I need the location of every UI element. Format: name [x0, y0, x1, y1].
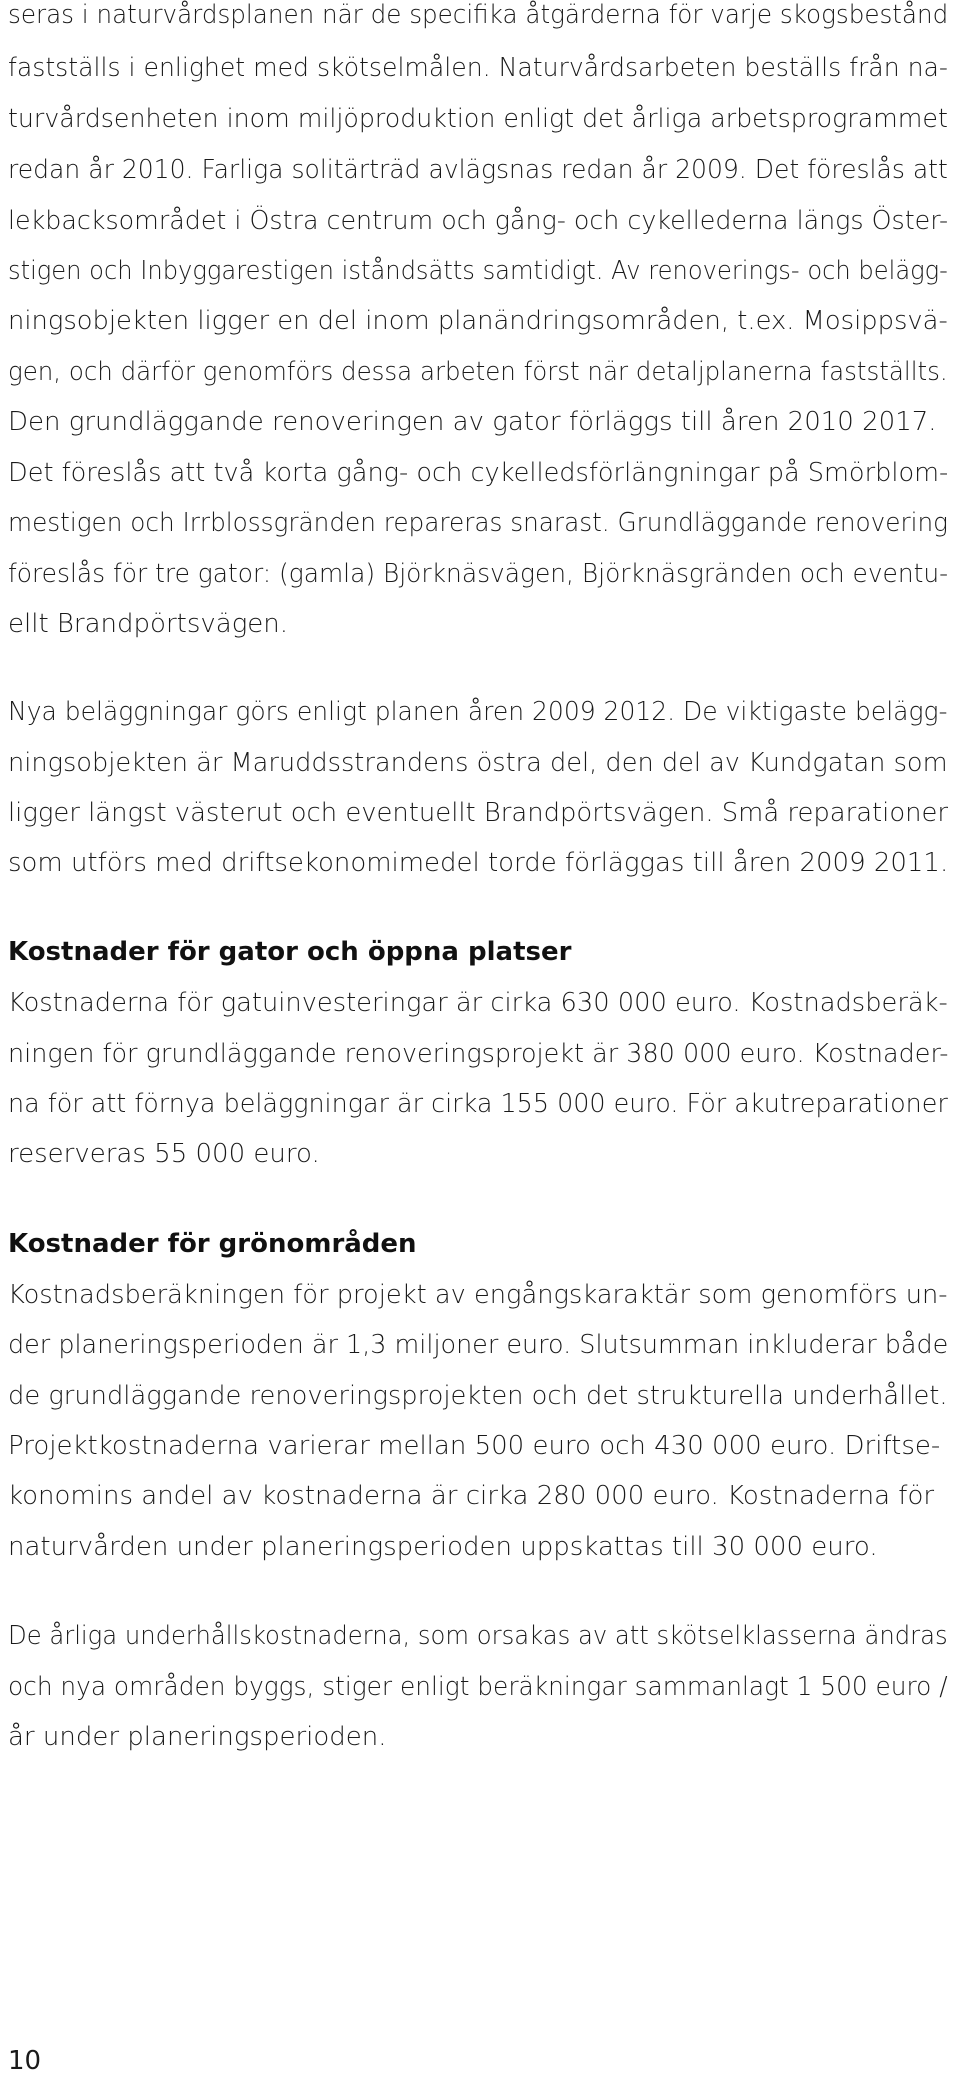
text-line: Det föreslås att två korta gång- och cykelledsförlängningar på Smörblom-: [8, 458, 949, 488]
text-line: ningsobjekten är Maruddsstrandens östra del, den del av Kundgatan som: [8, 748, 948, 778]
text-line: som utförs med driftsekonomimedel torde förläggas till åren 2009 2011.: [8, 848, 949, 878]
text-line: na för att förnya beläggningar är cirka 155 000 euro. För akutreparationer: [8, 1089, 948, 1119]
text-line: turvårdsenheten inom miljöproduktion enligt det årliga arbetsprogrammet: [8, 104, 948, 134]
text-line: naturvården under planeringsperioden uppskattas till 30 000 euro.: [8, 1532, 878, 1562]
text-line: Projektkostnaderna varierar mellan 500 euro och 430 000 euro. Driftse-: [8, 1431, 941, 1461]
text-line: och nya områden byggs, stiger enligt beräkningar sammanlagt 1 500 euro /: [8, 1672, 948, 1702]
text-line: lekbacksområdet i Östra centrum och gång- och cykellederna längs Öster-: [8, 206, 949, 236]
text-line: föreslås för tre gator: (gamla) Björknäsvägen, Björknäsgränden och eventu-: [8, 559, 949, 589]
text-line: De årliga underhållskostnaderna, som orsakas av att skötselklasserna ändras: [8, 1621, 948, 1651]
section-heading-green: Kostnader för grönområden: [8, 1229, 417, 1259]
section-heading-streets: Kostnader för gator och öppna platser: [8, 937, 572, 967]
text-line: mestigen och Irrblossgränden repareras snarast. Grundläggande renovering: [8, 508, 948, 538]
text-line: Kostnaderna för gatuinvesteringar är cirka 630 000 euro. Kostnadsberäk-: [8, 988, 948, 1018]
text-line: reserveras 55 000 euro.: [8, 1139, 320, 1169]
text-line: Den grundläggande renoveringen av gator förläggs till åren 2010 2017.: [8, 407, 937, 437]
text-line: Kostnadsberäkningen för projekt av engångskaraktär som genomförs un-: [8, 1280, 948, 1310]
text-line: Nya beläggningar görs enligt planen åren 2009 2012. De viktigaste belägg-: [8, 697, 948, 727]
text-line: konomins andel av kostnaderna är cirka 280 000 euro. Kostnaderna för: [8, 1481, 935, 1511]
text-line: ningsobjekten ligger en del inom planändringsområden, t.ex. Mosippsvä-: [8, 306, 948, 336]
text-line: ellt Brandpörtsvägen.: [8, 609, 289, 639]
text-line: redan år 2010. Farliga solitärträd avlägsnas redan år 2009. Det föreslås att: [8, 155, 948, 185]
text-line: ningen för grundläggande renoveringsprojekt är 380 000 euro. Kostnader-: [8, 1039, 949, 1069]
text-line: år under planeringsperioden.: [8, 1722, 387, 1752]
page-number: 10: [8, 2046, 42, 2076]
text-line: seras i naturvårdsplanen när de specifika åtgärderna för varje skogsbestånd: [8, 0, 949, 30]
text-line: de grundläggande renoveringsprojekten och det strukturella underhållet.: [8, 1381, 948, 1411]
text-line: gen, och därför genomförs dessa arbeten först när detaljplanerna fastställts.: [8, 357, 948, 387]
text-line: ligger längst västerut och eventuellt Brandpörtsvägen. Små reparationer: [8, 798, 949, 828]
text-line: stigen och Inbyggarestigen iståndsätts samtidigt. Av renoverings- och belägg-: [8, 256, 948, 286]
text-line: der planeringsperioden är 1,3 miljoner euro. Slutsumman inkluderar både: [8, 1330, 949, 1360]
text-line: fastställs i enlighet med skötselmålen. Naturvårdsarbeten beställs från na-: [8, 53, 948, 83]
